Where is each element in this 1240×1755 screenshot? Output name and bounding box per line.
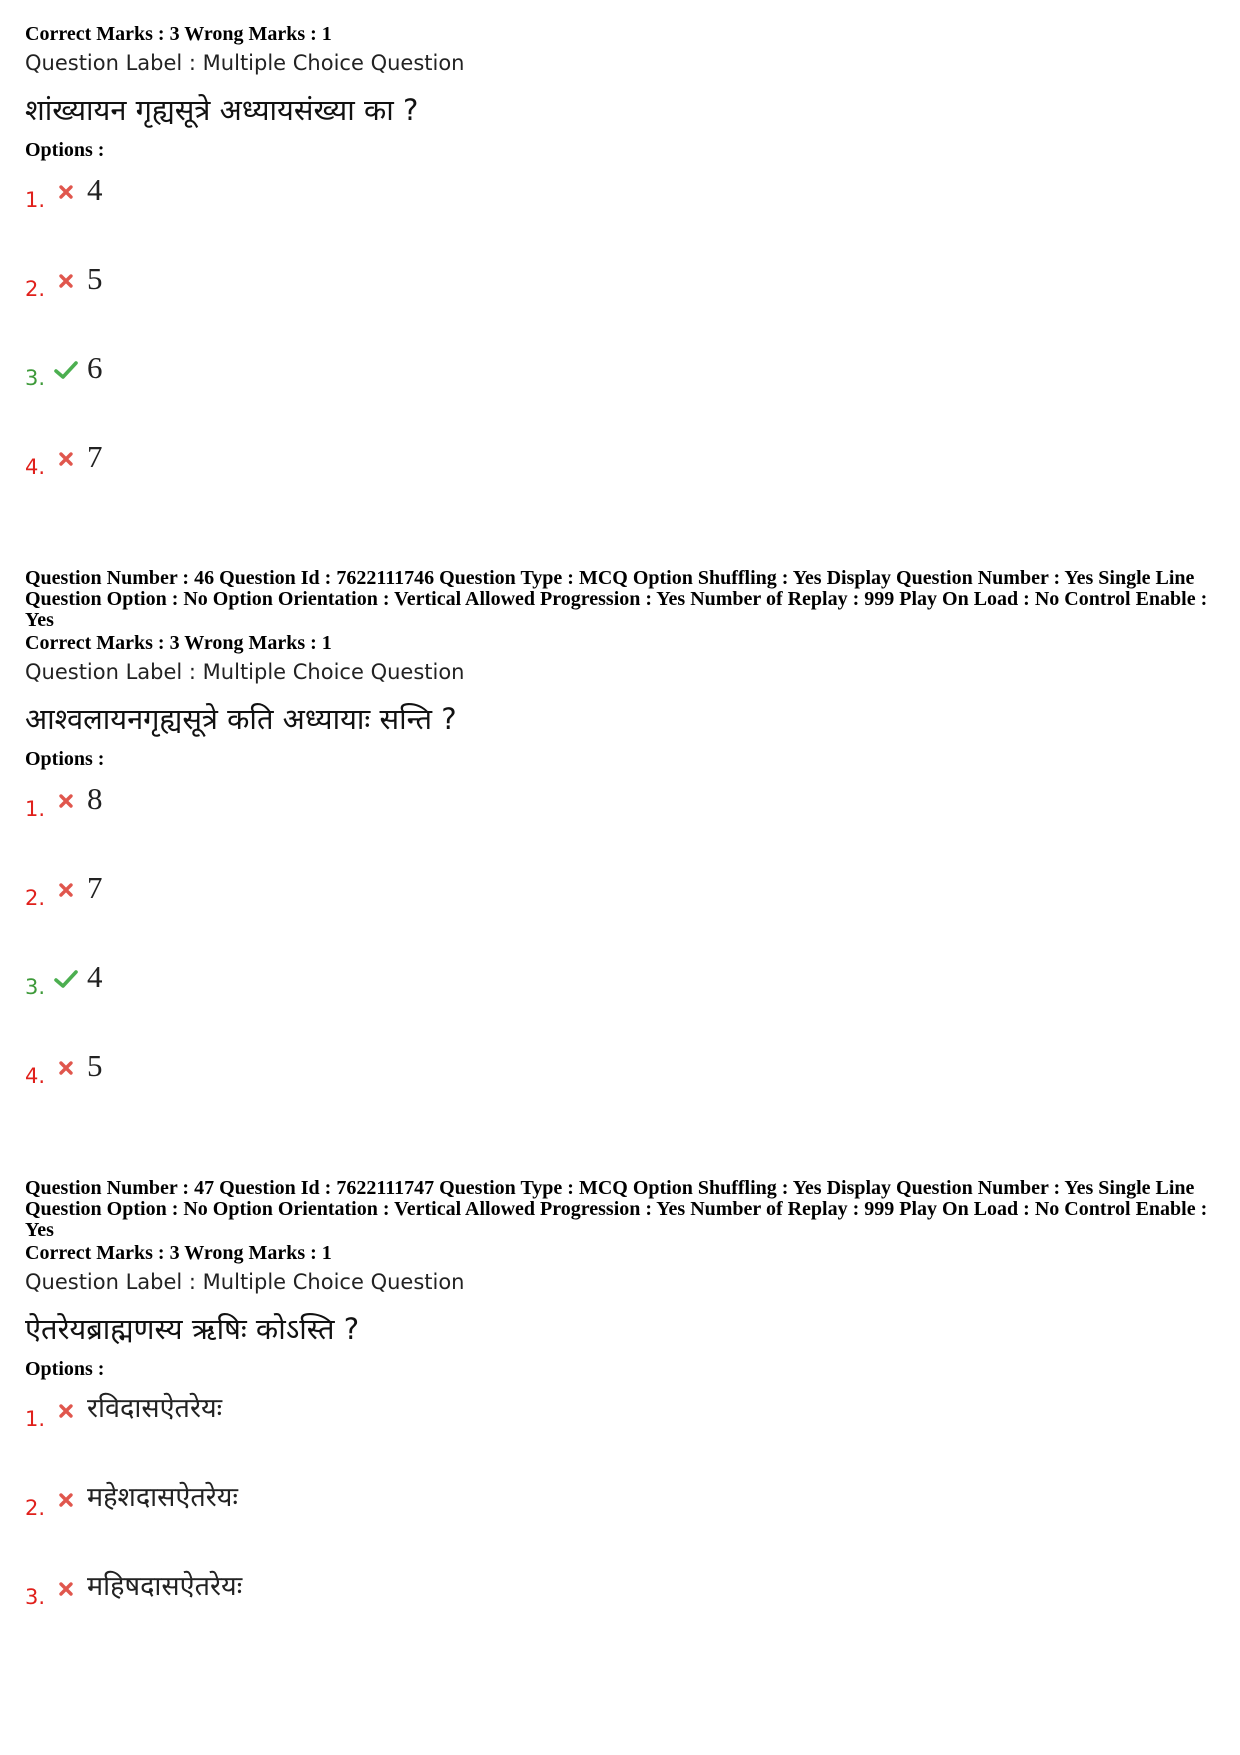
option-number: 1. <box>25 1407 46 1431</box>
option-number: 4. <box>25 1064 46 1088</box>
options-label: Options : <box>25 139 105 161</box>
question-meta: Question Number : 46 Question Id : 7622111746 Question Type : MCQ Option Shuffling : Yes Display Question Number : Yes Single Line Question Option : No Option Orientation : Vertical Allowed Progression : Yes Number of Replay : 999 Play On Load : No Control Enable : Yes <box>25 567 1208 631</box>
question-text: आश्वलायनगृह्यसूत्रे कति अध्यायाः सन्ति ? <box>25 702 457 736</box>
option-value: महिषदासऐतरेयः <box>87 1571 243 1602</box>
question-text: ऐतरेयब्राह्मणस्य ऋषिः कोऽस्ति ? <box>25 1312 360 1346</box>
cross-icon <box>54 1056 78 1080</box>
option-number: 3. <box>25 366 46 390</box>
option-item <box>25 1038 1220 1127</box>
marks-line: Correct Marks : 3 Wrong Marks : 1 <box>25 632 332 654</box>
options-label: Options : <box>25 1358 105 1380</box>
cross-icon <box>54 180 78 204</box>
cross-icon <box>54 878 78 902</box>
question-block-45 <box>25 22 1220 518</box>
cross-icon <box>54 1488 78 1512</box>
option-value: 7 <box>87 439 103 474</box>
check-icon <box>54 967 78 991</box>
marks-line: Correct Marks : 3 Wrong Marks : 1 <box>25 23 332 45</box>
option-number: 2. <box>25 1496 46 1520</box>
option-number: 3. <box>25 1585 46 1609</box>
option-value: रविदासऐतरेयः <box>87 1393 223 1424</box>
option-item <box>25 251 1220 340</box>
option-value: 4 <box>87 172 103 207</box>
option-value: 8 <box>87 781 103 816</box>
option-item <box>25 949 1220 1038</box>
option-item <box>25 1559 1220 1648</box>
option-value: 6 <box>87 350 103 385</box>
option-value: महेशदासऐतरेयः <box>87 1482 238 1513</box>
option-list <box>25 1381 1220 1648</box>
cross-icon <box>54 447 78 471</box>
option-value: 7 <box>87 870 103 905</box>
option-value: 4 <box>87 959 103 994</box>
option-item <box>25 1470 1220 1559</box>
cross-icon <box>54 269 78 293</box>
cross-icon <box>54 789 78 813</box>
question-label: Question Label : Multiple Choice Question <box>25 660 465 684</box>
marks-line: Correct Marks : 3 Wrong Marks : 1 <box>25 1242 332 1264</box>
option-item <box>25 340 1220 429</box>
option-list <box>25 162 1220 518</box>
question-block-47 <box>25 1178 1220 1648</box>
option-item <box>25 1381 1220 1470</box>
question-block-46 <box>25 568 1220 1127</box>
check-icon <box>54 358 78 382</box>
question-label: Question Label : Multiple Choice Question <box>25 1270 465 1294</box>
option-value: 5 <box>87 1048 103 1083</box>
option-number: 1. <box>25 797 46 821</box>
option-item <box>25 429 1220 518</box>
cross-icon <box>54 1577 78 1601</box>
options-label: Options : <box>25 748 105 770</box>
option-list <box>25 771 1220 1127</box>
option-item <box>25 162 1220 251</box>
option-number: 1. <box>25 188 46 212</box>
question-meta: Question Number : 47 Question Id : 7622111747 Question Type : MCQ Option Shuffling : Yes Display Question Number : Yes Single Line Question Option : No Option Orientation : Vertical Allowed Progression : Yes Number of Replay : 999 Play On Load : No Control Enable : Yes <box>25 1177 1208 1241</box>
option-number: 2. <box>25 886 46 910</box>
option-item <box>25 860 1220 949</box>
question-label: Question Label : Multiple Choice Question <box>25 51 465 75</box>
option-number: 4. <box>25 455 46 479</box>
question-text: शांख्यायन गृह्यसूत्रे अध्यायसंख्या का ? <box>25 93 419 127</box>
option-number: 2. <box>25 277 46 301</box>
option-item <box>25 771 1220 860</box>
cross-icon <box>54 1399 78 1423</box>
option-value: 5 <box>87 261 103 296</box>
option-number: 3. <box>25 975 46 999</box>
